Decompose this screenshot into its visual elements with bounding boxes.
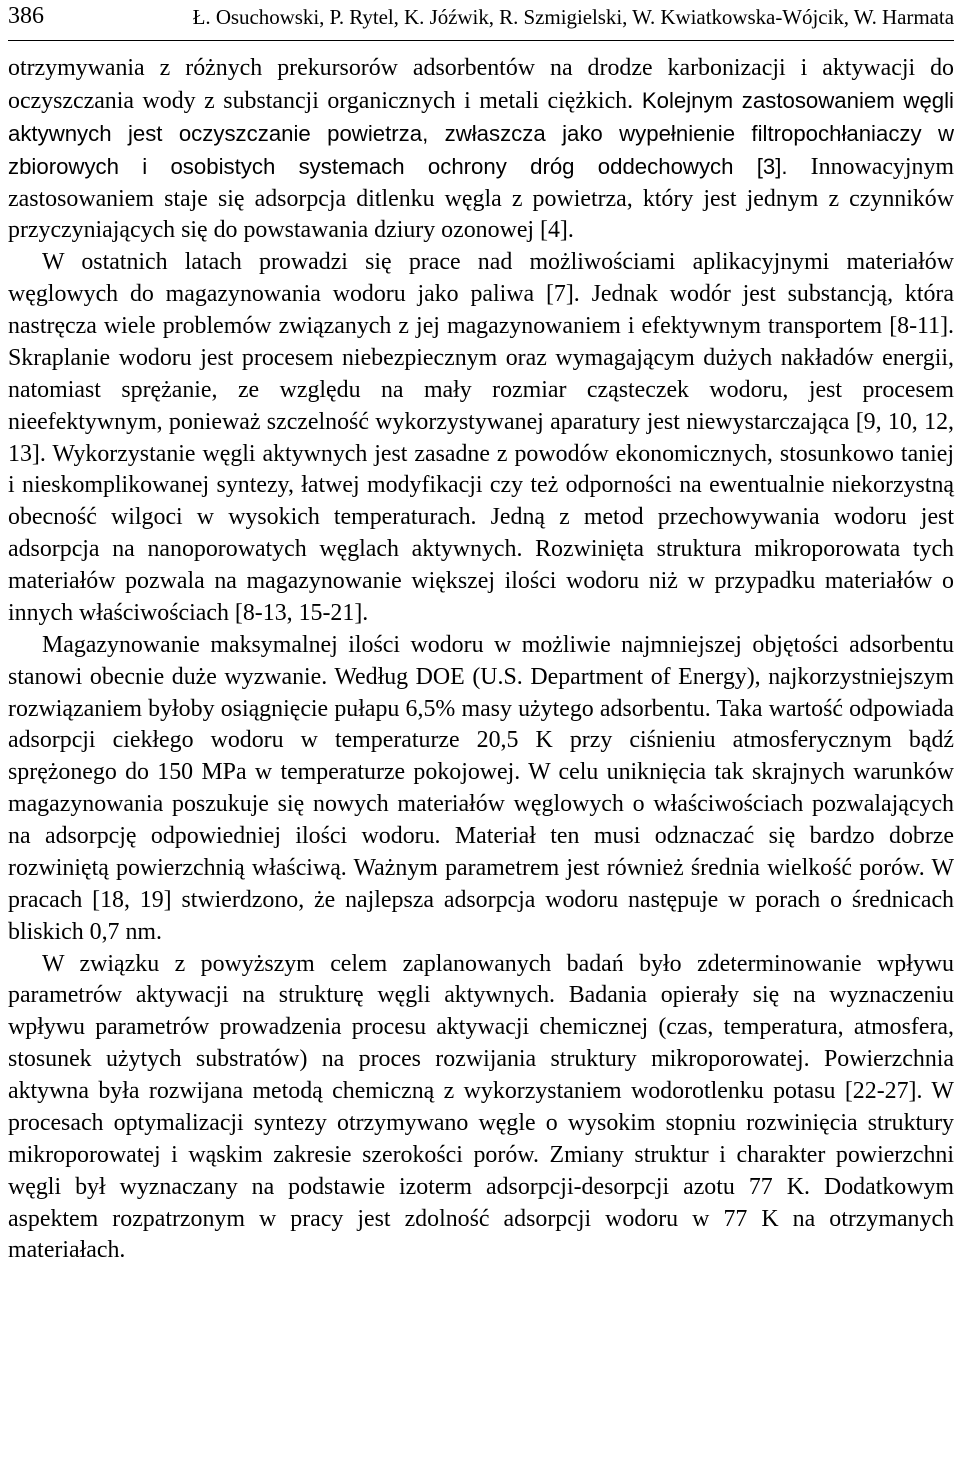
paragraph-1-lead: otrzymywania z różnych prekursorów adsorbentów na drodze karbonizacji i aktywacji do oczyszczania wody z substancji organicznych i metali ciężkich. xyxy=(8,55,954,114)
paragraph-4: W związku z powyższym celem zaplanowanych badań było zdeterminowanie wpływu parametrów aktywacji na strukturę węgli aktywnych. Badania opierały się na wyznaczeniu wpływu parametrów prowadzenia procesu aktywacji chemicznej (czas, temperatura, atmosfera, stosunek użytych substratów) na proces rozwijania struktury mikroporowatej. Powierzchnia aktywna była rozwijana metodą chemiczną z wykorzystaniem wodorotlenku potasu [22-27]. W procesach optymalizacji syntezy otrzymywano węgle o wysokim stopniu rozwinięcia struktury mikroporowatej i wąskim zakresie szerokości porów. Zmiany struktur i charakter powierzchni węgli był wyznaczany na podstawie izoterm adsorpcji-desorpcji azotu 77 K. Dodatkowym aspektem rozpatrzonym w pracy jest zdolność adsorpcji wodoru w 77 K na otrzymanych materiałach. xyxy=(8,950,954,1264)
paragraph-1-sans-passage: Kolejnym zastosowaniem węgli aktywnych jest oczyszczanie powietrza, zwłaszcza jako wypełnienie filtropochłaniaczy w zbiorowych i osobistych systemach ochrony dróg oddechowych [3]. xyxy=(8,87,954,179)
running-head-authors: Ł. Osuchowski, P. Rytel, K. Jóźwik, R. Szmigielski, W. Kwiatkowska-Wójcik, W. Harmata xyxy=(192,5,954,29)
paragraph-1-tail: Innowacyjnym zastosowaniem staje się adsorpcja ditlenku węgla z powietrza, który jest jednym z czynników przyczyniających się do powstawania dziury ozonowej [4]. xyxy=(8,153,954,244)
page-header xyxy=(8,0,954,41)
paragraph-3: Magazynowanie maksymalnej ilości wodoru w możliwie najmniejszej objętości adsorbentu stanowi obecnie duże wyzwanie. Według DOE (U.S. Department of Energy), najkorzystniejszym rozwiązaniem byłoby osiągnięcie pułapu 6,5% masy użytego adsorbentu. Taka wartość odpowiada adsorpcji ciekłego wodoru w temperaturze 20,5 K przy ciśnieniu atmosferycznym bądź sprężonego do 150 MPa w temperaturze pokojowej. W celu uniknięcia tak skrajnych warunków magazynowania poszukuje się nowych materiałów węglowych o właściwościach pozwalających na adsorpcję odpowiedniej ilości wodoru. Materiał ten musi odznaczać się bardzo dobrze rozwiniętą powierzchnią właściwą. Ważnym parametrem jest również średnia wielkość porów. W pracach [18, 19] stwierdzono, że najlepsza adsorpcja wodoru następuje w porach o średnicach bliskich 0,7 nm. xyxy=(8,631,954,945)
paragraph-1 xyxy=(8,53,954,247)
body-text xyxy=(8,53,954,1267)
paragraph-2: W ostatnich latach prowadzi się prace nad możliwościami aplikacyjnymi materiałów węglowych do magazynowania wodoru jako paliwa [7]. Jednak wodór jest substancją, która nastręcza wiele problemów związanych z jej magazynowaniem i efektywnym transportem [8-11]. Skraplanie wodoru jest procesem niebezpiecznym oraz wymagającym dużych nakładów energii, natomiast sprężanie, ze względu na mały rozmiar cząsteczek wodoru, jest procesem nieefektywnym, ponieważ szczelność wykorzystywanej aparatury jest niewystarczająca [9, 10, 12, 13]. Wykorzystanie węgli aktywnych jest zasadne z powodów ekonomicznych, stosunkowo taniej i nieskomplikowanej syntezy, łatwej modyfikacji czy też odporności na ewentualnie niekorzystną obecność wilgoci w wysokich temperaturach. Jedną z metod przechowywania wodoru jest adsorpcja na nanoporowatych węglach aktywnych. Rozwinięta struktura mikroporowata tych materiałów pozwala na magazynowanie większej ilości wodoru niż w przypadku materiałów o innych właściwościach [8-13, 15-21]. xyxy=(8,249,954,626)
page-number: 386 xyxy=(8,3,44,29)
document-page xyxy=(8,0,954,1267)
